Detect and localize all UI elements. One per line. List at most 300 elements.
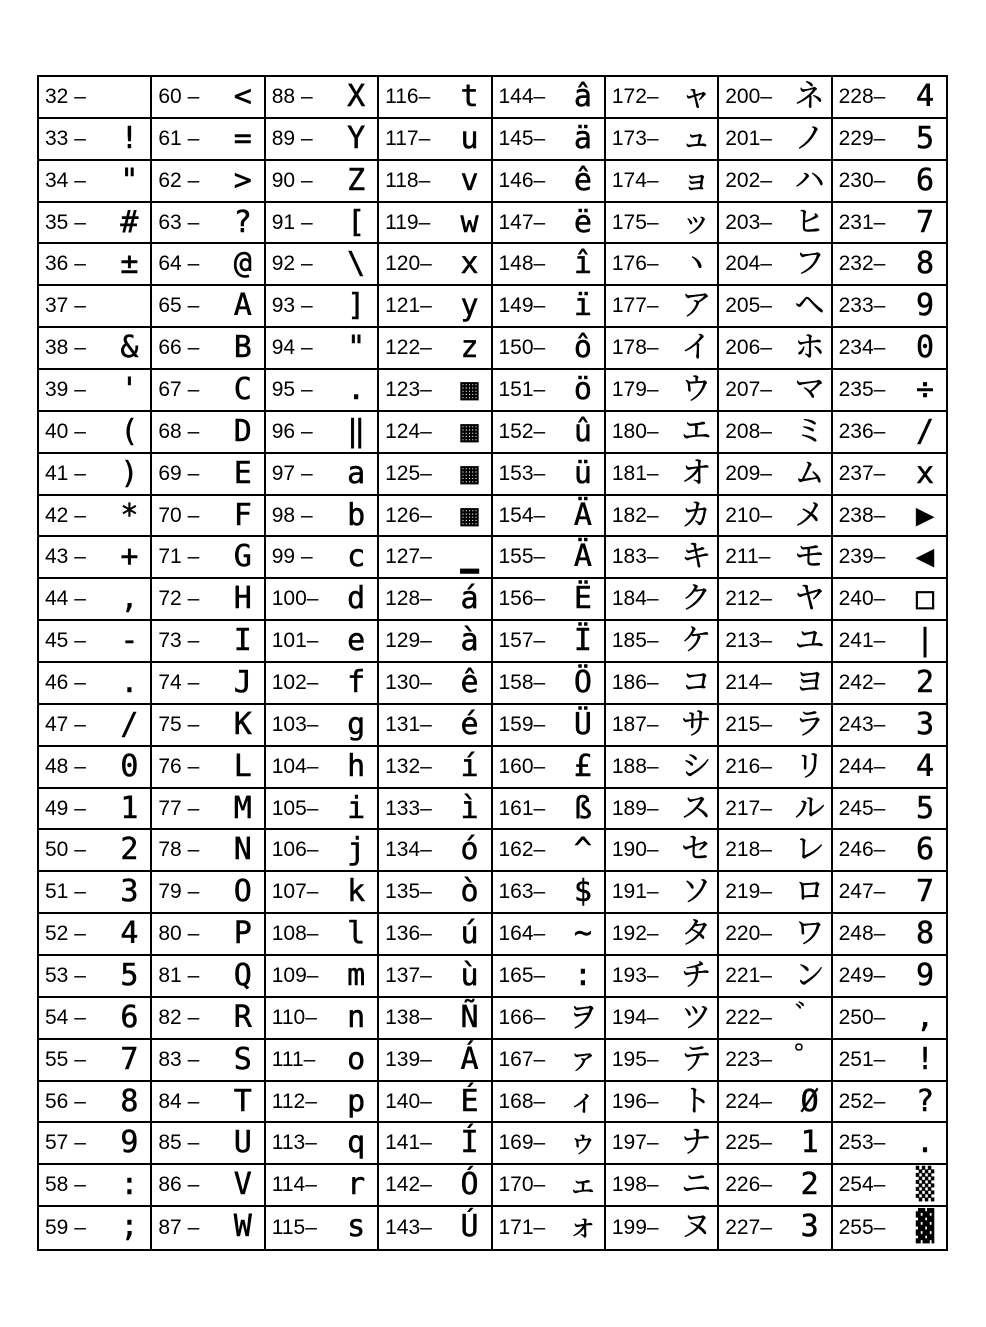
table-cell <box>833 621 946 663</box>
character-glyph: 1 <box>116 792 142 826</box>
table-cell <box>379 789 490 831</box>
table-cell <box>39 77 150 119</box>
character-glyph: コ <box>681 665 712 701</box>
character-code: 46 – <box>45 670 86 694</box>
table-cell <box>266 1082 377 1124</box>
table-cell <box>719 830 830 872</box>
character-code: 188– <box>611 754 659 778</box>
character-code: 118– <box>385 168 431 192</box>
character-code: 39 – <box>45 377 86 401</box>
character-glyph: I <box>230 624 256 658</box>
character-glyph: k <box>343 875 369 909</box>
character-glyph: v <box>457 164 483 198</box>
table-cell <box>39 914 150 956</box>
table-cell <box>152 1082 263 1124</box>
character-glyph: + <box>116 540 142 574</box>
table-cell <box>833 537 946 579</box>
character-code: 195– <box>611 1047 659 1071</box>
table-cell <box>606 370 717 412</box>
character-code: 223– <box>725 1047 772 1071</box>
character-code: 241– <box>838 629 886 653</box>
table-cell <box>833 830 946 872</box>
character-code: 186– <box>611 670 659 694</box>
table-column <box>379 77 492 1249</box>
table-cell <box>39 1040 150 1082</box>
character-code: 252– <box>838 1089 886 1113</box>
character-code: 162– <box>498 838 546 862</box>
character-glyph: ï <box>570 289 596 323</box>
table-cell <box>493 1165 604 1207</box>
table-cell <box>833 1207 946 1249</box>
table-cell <box>606 119 717 161</box>
character-code: 93 – <box>271 294 313 318</box>
character-code: 97 – <box>271 461 313 485</box>
table-cell <box>833 1123 946 1165</box>
character-code: 125– <box>385 461 432 485</box>
table-cell <box>152 77 263 119</box>
table-cell <box>833 244 946 286</box>
table-cell <box>606 1040 717 1082</box>
character-code: 164– <box>498 922 546 946</box>
table-column <box>266 77 379 1249</box>
character-code: 169– <box>498 1131 546 1155</box>
table-cell <box>493 77 604 119</box>
table-cell <box>266 537 377 579</box>
character-code: 250– <box>838 1005 886 1029</box>
table-cell <box>719 161 830 203</box>
table-cell <box>379 872 490 914</box>
table-cell <box>152 830 263 872</box>
table-cell <box>152 872 263 914</box>
character-code: 122– <box>385 336 432 360</box>
character-code: 174– <box>611 168 659 192</box>
table-cell <box>266 872 377 914</box>
character-glyph: ' <box>116 373 142 407</box>
character-glyph: ク <box>681 581 712 617</box>
character-glyph: H <box>230 582 256 616</box>
table-cell <box>152 747 263 789</box>
character-code: 203– <box>725 210 772 234</box>
character-code: 172– <box>611 84 659 108</box>
table-cell <box>39 998 150 1040</box>
character-glyph: 2 <box>912 666 938 700</box>
character-code: 253– <box>838 1131 886 1155</box>
character-glyph: ヽ <box>681 246 712 282</box>
table-cell <box>606 998 717 1040</box>
table-cell <box>266 496 377 538</box>
character-glyph: " <box>343 331 369 365</box>
character-glyph: ェ <box>567 1167 598 1203</box>
character-glyph: セ <box>681 832 712 868</box>
table-cell <box>266 328 377 370</box>
character-code: 249– <box>838 963 886 987</box>
character-code: 175– <box>611 210 659 234</box>
table-cell <box>266 747 377 789</box>
character-glyph: ± <box>116 247 142 281</box>
character-glyph: O <box>230 875 256 909</box>
character-code: 170– <box>498 1173 546 1197</box>
character-glyph: ì <box>457 792 483 826</box>
character-code: 248– <box>838 922 886 946</box>
character-code: 126– <box>385 503 432 527</box>
character-code: 61 – <box>158 126 200 150</box>
character-glyph: T <box>230 1085 256 1119</box>
character-glyph: ! <box>912 1043 938 1077</box>
character-glyph: ッ <box>681 204 712 240</box>
table-cell <box>493 496 604 538</box>
table-cell <box>719 1040 830 1082</box>
table-cell <box>379 621 490 663</box>
character-code: 163– <box>498 880 546 904</box>
character-glyph: 4 <box>912 750 938 784</box>
table-cell <box>833 370 946 412</box>
character-glyph: 9 <box>912 289 938 323</box>
character-code: 89 – <box>271 126 313 150</box>
character-glyph: 4 <box>912 80 938 114</box>
character-code: 110– <box>271 1005 317 1029</box>
character-code: 232– <box>838 252 886 276</box>
character-code: 217– <box>725 796 772 820</box>
table-cell <box>379 496 490 538</box>
character-glyph: Ë <box>570 582 596 616</box>
character-glyph: ] <box>343 289 369 323</box>
character-code: 65 – <box>158 294 200 318</box>
table-cell <box>833 579 946 621</box>
character-code: 71 – <box>158 545 200 569</box>
table-cell <box>39 1207 150 1249</box>
table-cell <box>833 77 946 119</box>
table-cell <box>606 328 717 370</box>
character-glyph: Ü <box>570 708 596 742</box>
table-cell <box>719 1207 830 1249</box>
character-glyph: û <box>570 415 596 449</box>
table-cell <box>39 161 150 203</box>
character-glyph: h <box>343 750 369 784</box>
character-code: 47 – <box>45 712 86 736</box>
character-code: 214– <box>725 670 772 694</box>
table-cell <box>152 328 263 370</box>
character-glyph: ê <box>570 164 596 198</box>
character-code: 216– <box>725 754 772 778</box>
table-cell <box>833 789 946 831</box>
character-code: 94 – <box>271 336 313 360</box>
character-glyph: ャ <box>681 79 712 114</box>
character-glyph: L <box>230 750 256 784</box>
character-glyph: Ä <box>570 499 596 533</box>
character-glyph: オ <box>681 455 712 491</box>
character-code: 42 – <box>45 503 86 527</box>
table-cell <box>379 286 490 328</box>
character-code: 234– <box>838 336 886 360</box>
table-cell <box>719 789 830 831</box>
character-code: 63 – <box>158 210 200 234</box>
character-glyph: . <box>343 373 369 407</box>
table-cell <box>266 77 377 119</box>
character-glyph: ö <box>570 373 596 407</box>
character-glyph: z <box>457 331 483 365</box>
table-cell <box>493 1082 604 1124</box>
table-cell <box>719 203 830 245</box>
character-code: 38 – <box>45 336 86 360</box>
table-cell <box>719 747 830 789</box>
character-glyph: l <box>343 917 369 951</box>
table-cell <box>833 1165 946 1207</box>
table-cell <box>833 914 946 956</box>
table-cell <box>379 830 490 872</box>
table-cell <box>833 286 946 328</box>
table-cell <box>493 705 604 747</box>
table-cell <box>379 747 490 789</box>
table-cell <box>606 872 717 914</box>
character-code: 205– <box>725 294 772 318</box>
character-code: 152– <box>498 419 546 443</box>
table-cell <box>719 621 830 663</box>
table-cell <box>606 705 717 747</box>
table-cell <box>39 1123 150 1165</box>
character-glyph: 8 <box>116 1085 142 1119</box>
character-code: 123– <box>385 377 432 401</box>
character-glyph: 7 <box>116 1043 142 1077</box>
table-cell <box>606 621 717 663</box>
character-code: 40 – <box>45 419 86 443</box>
character-code: 236– <box>838 419 886 443</box>
table-cell <box>719 412 830 454</box>
character-code: 121– <box>385 294 432 318</box>
character-glyph: Á <box>457 1043 483 1077</box>
character-code: 95 – <box>271 377 313 401</box>
character-code: 231– <box>838 210 886 234</box>
character-code: 245– <box>838 796 886 820</box>
character-code: 86 – <box>158 1173 200 1197</box>
table-cell <box>39 789 150 831</box>
character-code: 44 – <box>45 587 86 611</box>
character-glyph: ä <box>570 122 596 156</box>
character-glyph: ヘ <box>794 288 825 324</box>
character-code: 132– <box>385 754 432 778</box>
table-cell <box>152 1123 263 1165</box>
table-cell <box>833 203 946 245</box>
table-cell <box>266 579 377 621</box>
character-glyph: ア <box>681 288 712 324</box>
character-code: 72 – <box>158 587 200 611</box>
table-cell <box>493 621 604 663</box>
table-cell <box>379 454 490 496</box>
character-glyph: Y <box>343 122 369 156</box>
character-code: 33 – <box>45 126 86 150</box>
character-code: 144– <box>498 84 546 108</box>
character-code: 221– <box>725 963 772 987</box>
table-cell <box>266 161 377 203</box>
table-cell <box>152 998 263 1040</box>
character-glyph: ◀ <box>912 540 938 574</box>
character-code: 134– <box>385 838 432 862</box>
character-glyph: s <box>343 1210 369 1244</box>
table-cell <box>719 244 830 286</box>
character-glyph: フ <box>794 246 825 282</box>
character-glyph: カ <box>681 497 712 533</box>
character-glyph: チ <box>681 958 712 994</box>
character-glyph: r <box>343 1168 369 1202</box>
character-code: 153– <box>498 461 546 485</box>
character-glyph: f <box>343 666 369 700</box>
table-cell <box>606 537 717 579</box>
character-glyph: 3 <box>116 875 142 909</box>
character-code: 213– <box>725 629 772 653</box>
character-code: 108– <box>271 922 319 946</box>
character-code: 201– <box>725 126 772 150</box>
character-glyph: & <box>116 331 142 365</box>
character-code: 230– <box>838 168 886 192</box>
character-glyph: ▦ <box>457 457 483 491</box>
character-code: 182– <box>611 503 659 527</box>
table-cell <box>606 579 717 621</box>
character-code: 52 – <box>45 922 86 946</box>
character-glyph: ヌ <box>681 1209 712 1245</box>
table-cell <box>719 663 830 705</box>
table-cell <box>833 747 946 789</box>
table-cell <box>39 244 150 286</box>
character-code: 159– <box>498 712 546 736</box>
character-glyph: $ <box>570 875 596 909</box>
character-glyph: ユ <box>794 623 825 659</box>
character-code: 255– <box>838 1216 886 1240</box>
character-glyph: , <box>912 1001 938 1035</box>
character-code: 117– <box>385 126 431 150</box>
character-glyph: ラ <box>794 706 825 742</box>
character-code: 226– <box>725 1173 772 1197</box>
table-cell <box>39 119 150 161</box>
character-glyph: ォ <box>567 1209 598 1245</box>
table-cell <box>606 663 717 705</box>
character-code: 96 – <box>271 419 313 443</box>
table-cell <box>719 998 830 1040</box>
character-glyph: ツ <box>681 999 712 1035</box>
table-cell <box>39 286 150 328</box>
table-cell <box>266 244 377 286</box>
table-cell <box>719 77 830 119</box>
character-glyph: / <box>912 415 938 449</box>
character-glyph: D <box>230 415 256 449</box>
character-code: 57 – <box>45 1131 86 1155</box>
character-code: 148– <box>498 252 546 276</box>
character-code: 102– <box>271 670 319 694</box>
table-cell <box>152 1207 263 1249</box>
table-cell <box>606 77 717 119</box>
character-glyph: [ <box>343 206 369 240</box>
table-cell <box>493 789 604 831</box>
character-glyph: - <box>116 624 142 658</box>
table-cell <box>719 1082 830 1124</box>
table-cell <box>719 328 830 370</box>
character-glyph: Q <box>230 959 256 993</box>
character-glyph: ノ <box>794 120 825 156</box>
character-code: 56 – <box>45 1089 86 1113</box>
character-code: 124– <box>385 419 432 443</box>
character-glyph: 6 <box>116 1001 142 1035</box>
table-cell <box>719 454 830 496</box>
character-code: 99 – <box>271 545 313 569</box>
table-cell <box>379 537 490 579</box>
table-cell <box>606 244 717 286</box>
character-code: 75 – <box>158 712 200 736</box>
character-glyph: : <box>116 1168 142 1202</box>
table-cell <box>493 161 604 203</box>
character-glyph: e <box>343 624 369 658</box>
table-cell <box>379 1165 490 1207</box>
character-code: 141– <box>385 1131 432 1155</box>
table-cell <box>266 454 377 496</box>
table-cell <box>152 454 263 496</box>
character-glyph: ル <box>794 790 825 826</box>
character-glyph: ; <box>116 1210 142 1244</box>
table-cell <box>606 1207 717 1249</box>
character-table <box>37 75 948 1251</box>
character-glyph: y <box>457 289 483 323</box>
character-code: 210– <box>725 503 772 527</box>
character-glyph: ü <box>570 457 596 491</box>
table-cell <box>493 830 604 872</box>
character-code: 198– <box>611 1173 659 1197</box>
character-glyph: 5 <box>116 959 142 993</box>
table-cell <box>379 998 490 1040</box>
table-cell <box>152 161 263 203</box>
character-code: 246– <box>838 838 886 862</box>
character-glyph: マ <box>794 372 825 408</box>
character-code: 218– <box>725 838 772 862</box>
character-glyph: ミ <box>794 413 825 449</box>
table-cell <box>493 328 604 370</box>
table-cell <box>493 579 604 621</box>
table-cell <box>719 872 830 914</box>
character-glyph: ▒ <box>912 1168 938 1202</box>
character-code: 78 – <box>158 838 200 862</box>
table-cell <box>719 537 830 579</box>
table-cell <box>379 1082 490 1124</box>
character-glyph: 0 <box>912 331 938 365</box>
table-cell <box>493 454 604 496</box>
table-cell <box>493 412 604 454</box>
character-glyph: / <box>116 708 142 742</box>
character-code: 53 – <box>45 963 86 987</box>
character-glyph: à <box>457 624 483 658</box>
character-glyph: P <box>230 917 256 951</box>
character-code: 80 – <box>158 922 200 946</box>
table-cell <box>266 621 377 663</box>
table-cell <box>833 705 946 747</box>
table-cell <box>152 1040 263 1082</box>
character-glyph: ゛ <box>794 999 825 1035</box>
table-cell <box>493 956 604 998</box>
character-glyph: n <box>343 1001 369 1035</box>
character-code: 130– <box>385 670 432 694</box>
character-glyph: ù <box>457 959 483 993</box>
character-glyph: ゜ <box>794 1041 825 1077</box>
character-glyph: モ <box>794 539 825 575</box>
character-glyph: " <box>116 164 142 198</box>
character-code: 150– <box>498 336 546 360</box>
table-cell <box>152 914 263 956</box>
character-code: 137– <box>385 963 432 987</box>
character-glyph: J <box>230 666 256 700</box>
character-glyph: F <box>230 499 256 533</box>
table-cell <box>152 621 263 663</box>
character-code: 101– <box>271 629 319 653</box>
table-cell <box>719 119 830 161</box>
character-glyph: ) <box>116 457 142 491</box>
character-code: 90 – <box>271 168 313 192</box>
character-code: 243– <box>838 712 886 736</box>
character-code: 185– <box>611 629 659 653</box>
